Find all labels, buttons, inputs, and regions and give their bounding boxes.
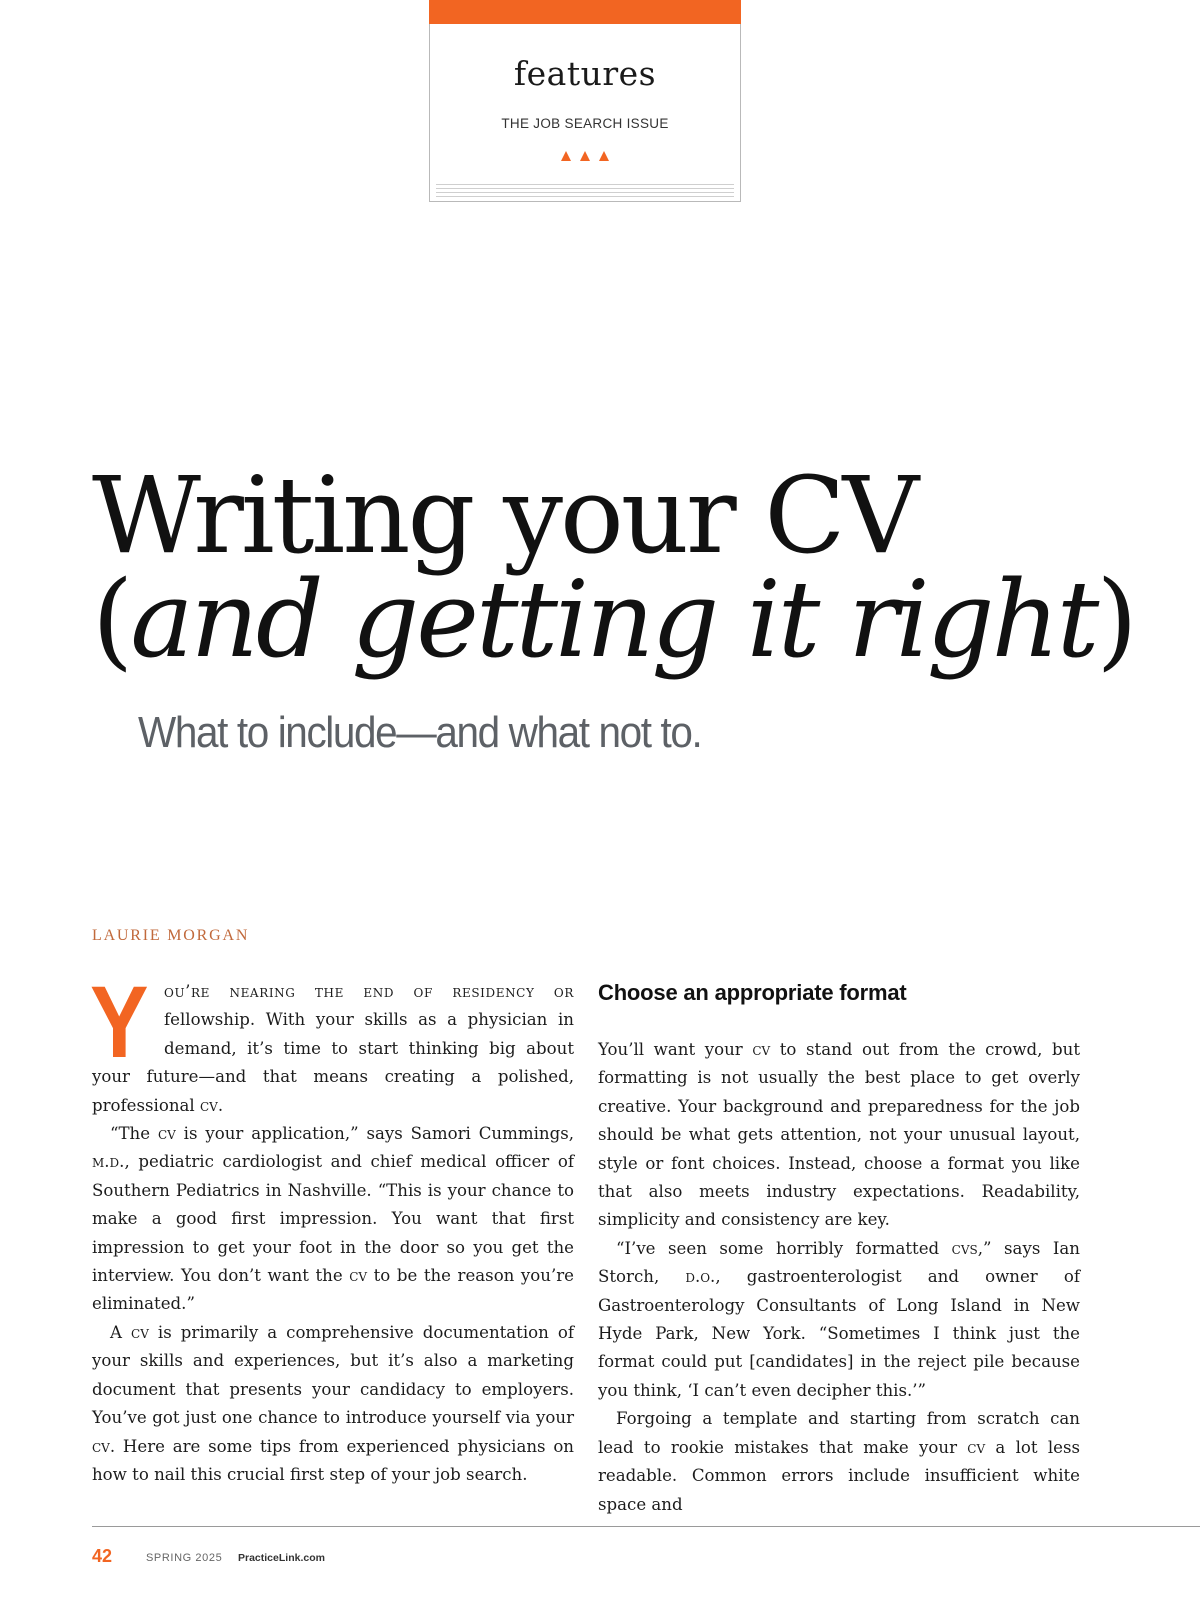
text: cv	[157, 1124, 176, 1144]
triangle-icon	[561, 151, 571, 161]
text: fellowship. With your skills as a physician in demand, it’s time to start thinking big about your future—and that means creating a polished, professional	[92, 1010, 574, 1115]
article-headline	[92, 454, 1135, 681]
text: to stand out from the crowd, but formatting is not usually the best place to get overly creative. Your background and preparedness for the job should be what gets attention, not your unusual layout, style or font choices. Instead, choose a format you like that also meets industry expectations. Readability, simplicity and consistency are key.	[598, 1040, 1080, 1230]
page-number: 42	[92, 1546, 113, 1566]
paragraph	[92, 1319, 574, 1489]
headline-line-1: Writing your CV	[92, 454, 917, 577]
text: cv	[967, 1437, 986, 1457]
text: You’ll want your	[598, 1040, 753, 1059]
text: .	[217, 1095, 224, 1115]
issue-label: SPRING 2025	[146, 1552, 223, 1564]
triangle-ornament	[430, 151, 740, 161]
text: ,” says Ian Storch,	[598, 1238, 1080, 1287]
section-title: features	[513, 54, 657, 93]
triangle-icon	[580, 151, 590, 161]
text: is primarily a comprehensive documentation of your skills and experiences, but it’s also a marketing document that presents your candidacy to employers. You’ve got just one chance to introduce yourself via your	[92, 1322, 575, 1428]
text: cv	[92, 1436, 110, 1456]
text: cvs	[951, 1238, 978, 1258]
byline: LAURIE MORGAN	[92, 927, 250, 944]
drop-cap: Y	[90, 965, 149, 1079]
paren-close: )	[1096, 558, 1135, 681]
text: “I’ve seen some horribly formatted	[616, 1238, 952, 1258]
text: , gastroenterologist and owner of Gastroenterology Consultants of Long Island in New Hyde Park, New York. “Sometimes I think just the format could put [candidates] in the reject pile because you think, ‘I can’t even decipher this.’”	[598, 1267, 1080, 1400]
text: a lot less readable. Common errors include insufficient white space and	[598, 1437, 1081, 1514]
text: Forgoing a template and starting from scratch can lead to rookie mistakes that make your	[598, 1409, 1080, 1457]
text: cv	[752, 1040, 771, 1059]
paragraph	[90, 965, 574, 1120]
section-subtitle: THE JOB SEARCH ISSUE	[501, 116, 669, 131]
text: . Here are some tips from experienced physicians on how to nail this crucial first step of your job search.	[92, 1436, 574, 1484]
text: cv	[349, 1266, 368, 1286]
body-column-right	[598, 978, 1080, 1519]
text: d.o.	[685, 1267, 716, 1287]
paragraph	[92, 1120, 574, 1319]
subhead: Choose an appropriate format	[598, 980, 907, 1005]
tab-accent-bar	[429, 0, 741, 24]
text: m.d.	[92, 1152, 125, 1172]
section-tab	[429, 0, 741, 202]
text: cv	[200, 1095, 218, 1115]
headline-line-2	[92, 558, 1135, 681]
headline-italic: and getting it right	[130, 558, 1097, 681]
text: cv	[131, 1322, 149, 1342]
text: to be the reason you’re eliminated.”	[92, 1266, 574, 1314]
paragraph	[598, 1235, 1080, 1405]
footer-rule	[92, 1526, 1200, 1527]
lead-in: ou’re nearing the end of residency or	[164, 982, 574, 1001]
body-column-left	[90, 965, 575, 1489]
paren-open: (	[92, 558, 131, 681]
site-link[interactable]: PracticeLink.com	[238, 1552, 325, 1564]
text: A	[110, 1322, 132, 1342]
tab-rules	[436, 184, 734, 200]
text: “The	[110, 1124, 158, 1144]
paragraph	[598, 1036, 1080, 1235]
triangle-icon	[599, 151, 609, 161]
text: is your application,” says Samori Cummings,	[175, 1124, 574, 1144]
article-deck: What to include—and what not to.	[138, 708, 702, 757]
paragraph	[598, 1405, 1080, 1519]
text: , pediatric cardiologist and chief medical officer of Southern Pediatrics in Nashville. “This is your chance to make a good first impression. You want that first impression to get your foot in the door so you get the interview. You don’t want the	[92, 1152, 574, 1286]
